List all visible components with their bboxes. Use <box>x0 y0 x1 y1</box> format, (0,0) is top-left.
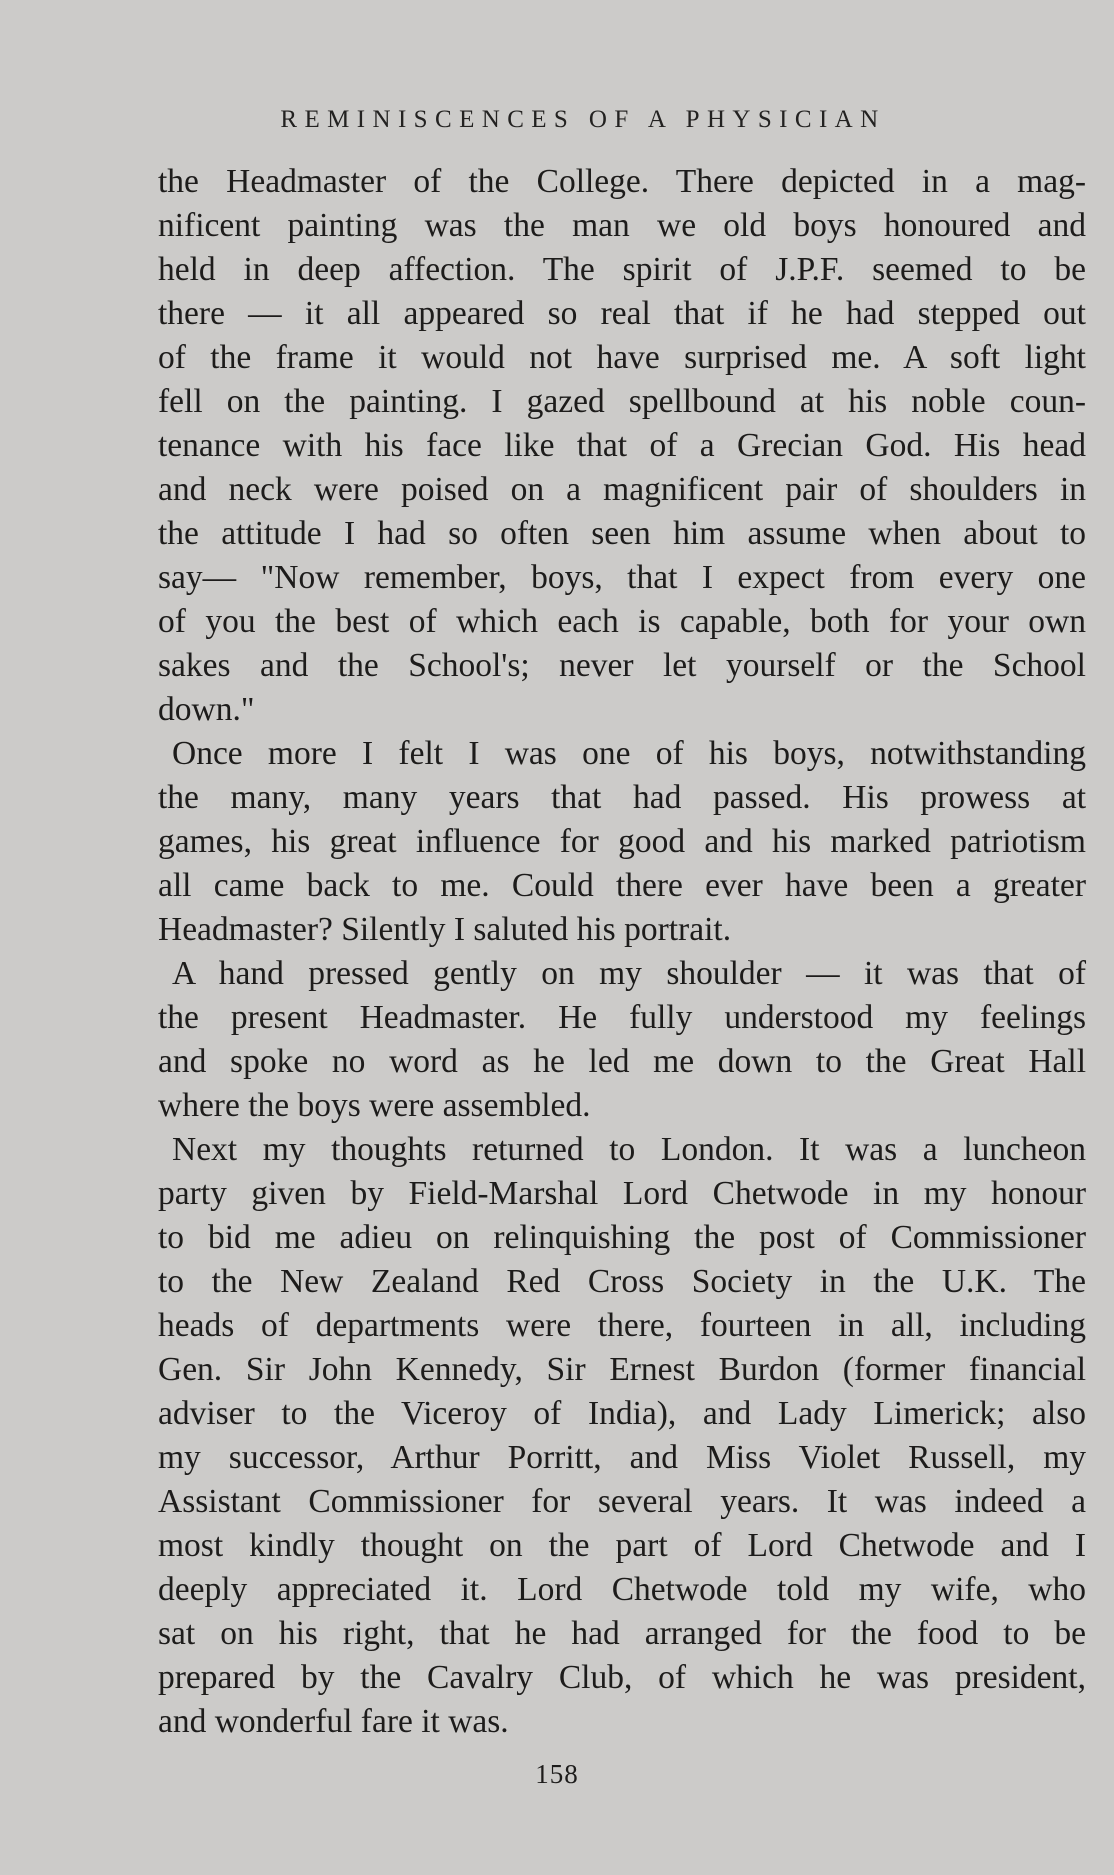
text-line: the Headmaster of the College. There depicted in a mag- <box>158 163 1086 200</box>
text-line: Next my thoughts returned to London. It was a luncheon <box>172 1131 1086 1168</box>
text-line: and neck were poised on a magnificent pair of shoulders in <box>158 471 1086 508</box>
text-line: my successor, Arthur Porritt, and Miss Violet Russell, my <box>158 1439 1086 1476</box>
text-line: tenance with his face like that of a Grecian God. His head <box>158 427 1086 464</box>
text-line: sat on his right, that he had arranged for the food to be <box>158 1615 1086 1652</box>
text-line: held in deep affection. The spirit of J.P.F. seemed to be <box>158 251 1086 288</box>
text-line: adviser to the Viceroy of India), and Lady Limerick; also <box>158 1395 1086 1432</box>
text-line: sakes and the School's; never let yourself or the School <box>158 647 1086 684</box>
text-line: prepared by the Cavalry Club, of which he was president, <box>158 1659 1086 1696</box>
text-line: to the New Zealand Red Cross Society in the U.K. The <box>158 1263 1086 1300</box>
text-line: games, his great influence for good and his marked patriotism <box>158 823 1086 860</box>
text-line: Assistant Commissioner for several years. It was indeed a <box>158 1483 1086 1520</box>
text-line: A hand pressed gently on my shoulder — it was that of <box>172 955 1086 992</box>
text-line: and spoke no word as he led me down to the Great Hall <box>158 1043 1086 1080</box>
running-head: REMINISCENCES OF A PHYSICIAN <box>280 106 886 133</box>
text-line: fell on the painting. I gazed spellbound at his noble coun- <box>158 383 1086 420</box>
text-line: down." <box>158 691 255 728</box>
body-text <box>158 160 1086 1744</box>
text-line: where the boys were assembled. <box>158 1087 591 1124</box>
text-line: Gen. Sir John Kennedy, Sir Ernest Burdon (former financial <box>158 1351 1086 1388</box>
text-line: party given by Field-Marshal Lord Chetwode in my honour <box>158 1175 1086 1212</box>
text-line: of the frame it would not have surprised me. A soft light <box>158 339 1086 376</box>
text-line: and wonderful fare it was. <box>158 1703 509 1740</box>
page-number: 158 <box>535 1759 579 1789</box>
text-line: all came back to me. Could there ever have been a greater <box>158 867 1086 904</box>
text-line: the present Headmaster. He fully understood my feelings <box>158 999 1086 1036</box>
text-line: the attitude I had so often seen him assume when about to <box>158 515 1086 552</box>
text-line: the many, many years that had passed. His prowess at <box>158 779 1086 816</box>
text-line: heads of departments were there, fourteen in all, including <box>158 1307 1086 1344</box>
text-line: there — it all appeared so real that if he had stepped out <box>158 295 1086 332</box>
text-line: of you the best of which each is capable, both for your own <box>158 603 1086 640</box>
text-line: nificent painting was the man we old boys honoured and <box>158 207 1086 244</box>
text-line: to bid me adieu on relinquishing the post of Commissioner <box>158 1219 1086 1256</box>
text-line: Headmaster? Silently I saluted his portrait. <box>158 911 732 948</box>
text-line: most kindly thought on the part of Lord Chetwode and I <box>158 1527 1086 1564</box>
text-line: say— "Now remember, boys, that I expect from every one <box>158 559 1086 596</box>
text-line: Once more I felt I was one of his boys, notwithstanding <box>172 735 1086 772</box>
text-line: deeply appreciated it. Lord Chetwode told my wife, who <box>158 1571 1086 1608</box>
